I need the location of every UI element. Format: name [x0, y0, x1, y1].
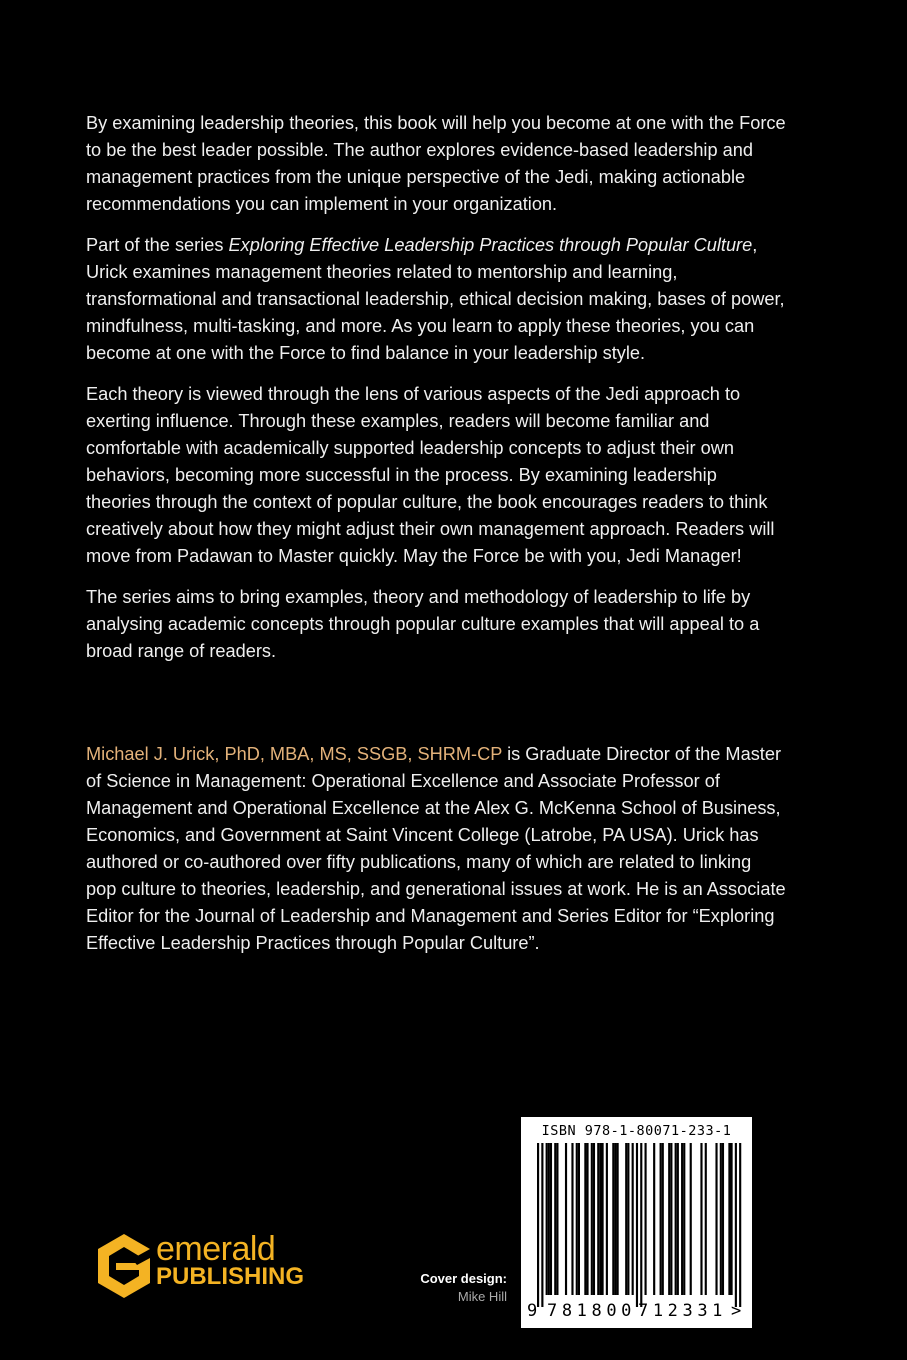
barcode-bar [670, 1143, 672, 1295]
publisher-name-top: emerald [156, 1230, 276, 1268]
series-description: , Urick examines management theories related to mentorship and learning, transformational and transactional leadership, ethical decision making, bases of power, mindfulness, multi-tasking, and more. As you learn to apply these theories, you can become at one with the Force to find balance in your leadership style. [86, 235, 785, 363]
ean-first-digit: 9 [527, 1301, 538, 1321]
publisher-name-bottom: PUBLISHING [156, 1263, 305, 1290]
barcode-bar [715, 1143, 717, 1295]
barcode-bar [593, 1143, 595, 1295]
publisher-logo [96, 1232, 316, 1300]
blurb-paragraph-1: By examining leadership theories, this book will help you become at one with the Force to be the best leader possible. The author explores evidence-based leadership and management practices from the unique perspective of the Jedi, making actionable recommendations you can implement in your organization. [86, 113, 786, 214]
barcode-bar [597, 1143, 599, 1295]
barcode-bar [556, 1143, 558, 1295]
barcode-bar [571, 1143, 573, 1295]
barcode-bar [690, 1143, 692, 1295]
barcode-guard-bar [636, 1143, 638, 1307]
barcode-bar [576, 1143, 578, 1295]
barcode-guard-bar [537, 1143, 539, 1307]
barcode-bar [681, 1143, 683, 1295]
barcode-bar [586, 1143, 588, 1295]
barcode-bar [614, 1143, 616, 1295]
barcode-bar [546, 1143, 548, 1295]
author-bio-paragraph [86, 741, 786, 957]
barcode-bar [565, 1143, 567, 1295]
isbn-barcode [521, 1117, 752, 1328]
barcode-bar [662, 1143, 664, 1295]
cover-credit [420, 1270, 507, 1306]
barcode-bar [612, 1143, 614, 1295]
barcode-guard-bar [735, 1143, 737, 1307]
barcode-bar [728, 1143, 730, 1295]
barcode-bar [627, 1143, 629, 1295]
barcode-bar [683, 1143, 685, 1295]
ean-quiet-marker: > [731, 1301, 742, 1321]
barcode-bar [700, 1143, 702, 1295]
barcode-bar [720, 1143, 722, 1295]
barcode-bar [606, 1143, 608, 1295]
barcode-guard-bar [739, 1143, 741, 1307]
barcode-bar [554, 1143, 556, 1295]
barcode-bar [645, 1143, 647, 1295]
barcode-bars [521, 1117, 752, 1328]
barcode-bar [599, 1143, 601, 1295]
barcode-bar [625, 1143, 627, 1295]
barcode-bar [731, 1143, 733, 1295]
barcode-bar [602, 1143, 604, 1295]
barcode-bar [675, 1143, 677, 1295]
barcode-bar [632, 1143, 634, 1295]
blurb-section [86, 110, 786, 679]
blurb-paragraph-2 [86, 232, 786, 367]
barcode-bar [722, 1143, 724, 1295]
barcode-bar [578, 1143, 580, 1295]
barcode-bar [705, 1143, 707, 1295]
barcode-guard-bar [640, 1143, 642, 1307]
series-intro: Part of the series [86, 235, 229, 255]
barcode-bar [617, 1143, 619, 1295]
cover-design-label: Cover design: [420, 1271, 507, 1286]
barcode-bar [653, 1143, 655, 1295]
barcode-guard-bar [541, 1143, 543, 1307]
barcode-bar [668, 1143, 670, 1295]
author-bio-text: is Graduate Director of the Master of Science in Management: Operational Excellence and Associate Professor of Management and Operational Excellence at the Alex G. McKenna School of Business, Economics, and Government at Saint Vincent College (Latrobe, PA USA). Urick has authored or co-authored over fifty publications, many of which are related to linking pop culture to theories, leadership, and generational issues at work. He is an Associate Editor for the Journal of Leadership and Management and Series Editor for “Exploring Effective Leadership Practices through Popular Culture”. [86, 744, 786, 953]
emerald-logo-icon [96, 1232, 152, 1300]
barcode-bar [548, 1143, 550, 1295]
barcode-bar [677, 1143, 679, 1295]
barcode-bar [584, 1143, 586, 1295]
barcode-bar [591, 1143, 593, 1295]
barcode-bar [660, 1143, 662, 1295]
series-title: Exploring Effective Leadership Practices through Popular Culture [228, 235, 753, 255]
blurb-paragraph-3: Each theory is viewed through the lens of various aspects of the Jedi approach to exerting influence. Through these examples, readers will become familiar and comfortable with academically supported leadership concepts to adjust their own behaviors, becoming more successful in the process. By examining leadership theories through the context of popular culture, the book encourages readers to think creatively about how they might adjust their own management approach. Readers will move from Padawan to Master quickly. May the Force be with you, Jedi Manager! [86, 384, 775, 566]
barcode-bar [550, 1143, 552, 1295]
author-bio [86, 741, 786, 971]
isbn-label: ISBN 978-1-80071-233-1 [541, 1123, 732, 1139]
blurb-paragraph-4: The series aims to bring examples, theory and methodology of leadership to life by analysing academic concepts through popular culture examples that will appeal to a broad range of readers. [86, 587, 760, 661]
author-name: Michael J. Urick, PhD, MBA, MS, SSGB, SHRM-CP [86, 744, 503, 764]
cover-designer-name: Mike Hill [457, 1289, 507, 1304]
ean-left-group: 781800 [547, 1301, 637, 1321]
ean-right-group: 712331 [638, 1301, 728, 1321]
